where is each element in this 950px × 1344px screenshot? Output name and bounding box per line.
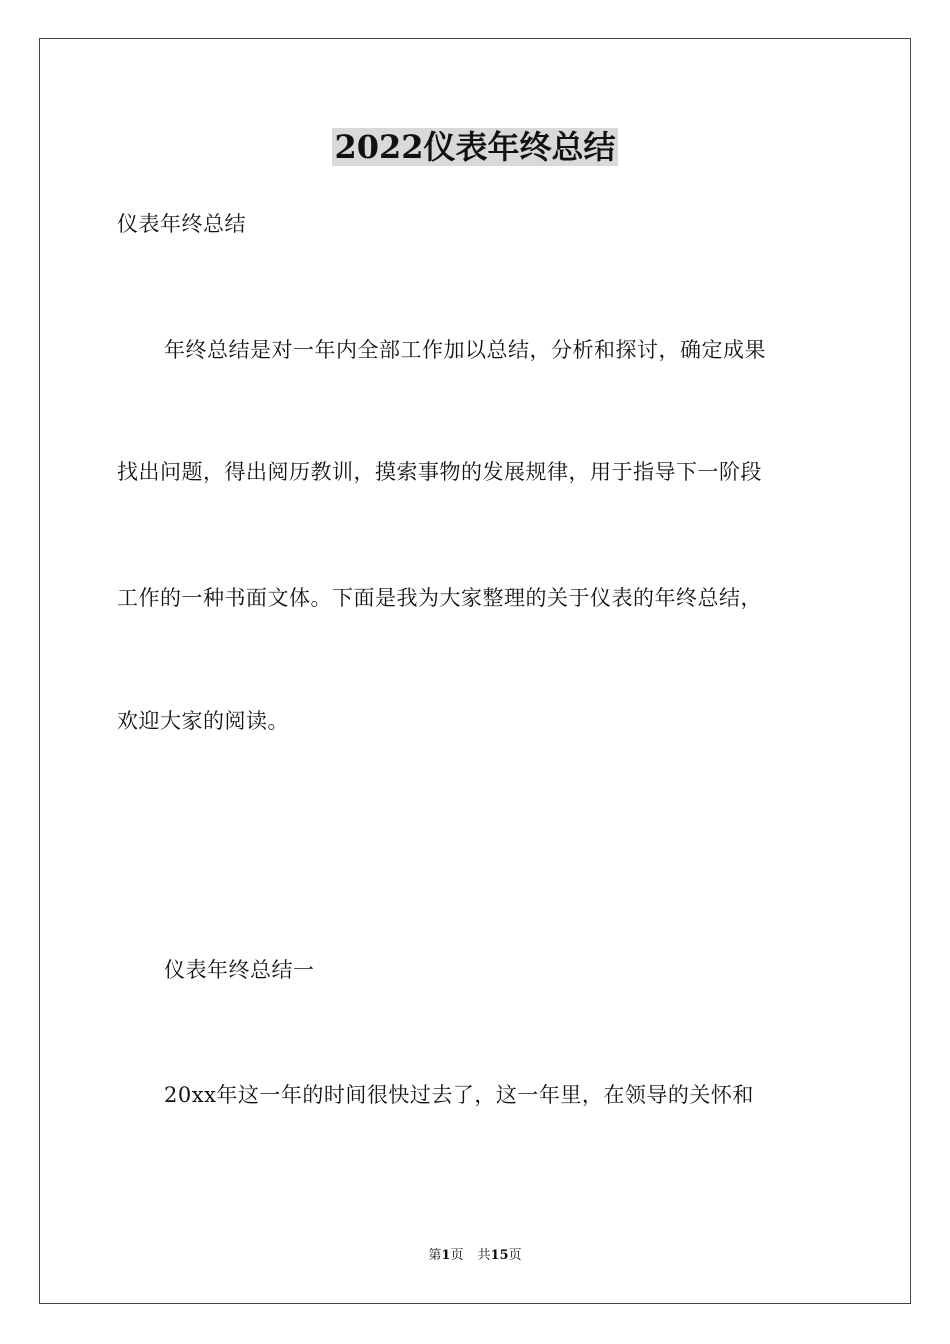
page-footer [0,1247,950,1265]
footer-page-suffix: 页 [450,1248,464,1263]
intro-line-4: 欢迎大家的阅读。 [117,709,289,733]
footer-total-suffix: 页 [508,1248,522,1263]
document-subtitle: 仪表年终总结 [117,212,246,236]
footer-total-prefix: 共 [477,1248,491,1263]
footer-page-number: 1 [441,1248,451,1263]
intro-line-3: 工作的一种书面文体。下面是我为大家整理的关于仪表的年终总结， [117,586,762,610]
intro-line-2: 找出问题，得出阅历教训，摸索事物的发展规律，用于指导下一阶段 [117,460,762,484]
footer-page-prefix: 第 [428,1248,442,1263]
intro-line-1: 年终总结是对一年内全部工作加以总结，分析和探讨，确定成果 [164,338,766,362]
document-title-text: 2022仪表年终总结 [334,128,616,166]
footer-total-pages: 15 [490,1248,509,1263]
body-line: 20xx年这一年的时间很快过去了，这一年里，在领导的关怀和 [164,1083,754,1107]
document-title [0,126,950,168]
section-heading: 仪表年终总结一 [164,958,315,982]
